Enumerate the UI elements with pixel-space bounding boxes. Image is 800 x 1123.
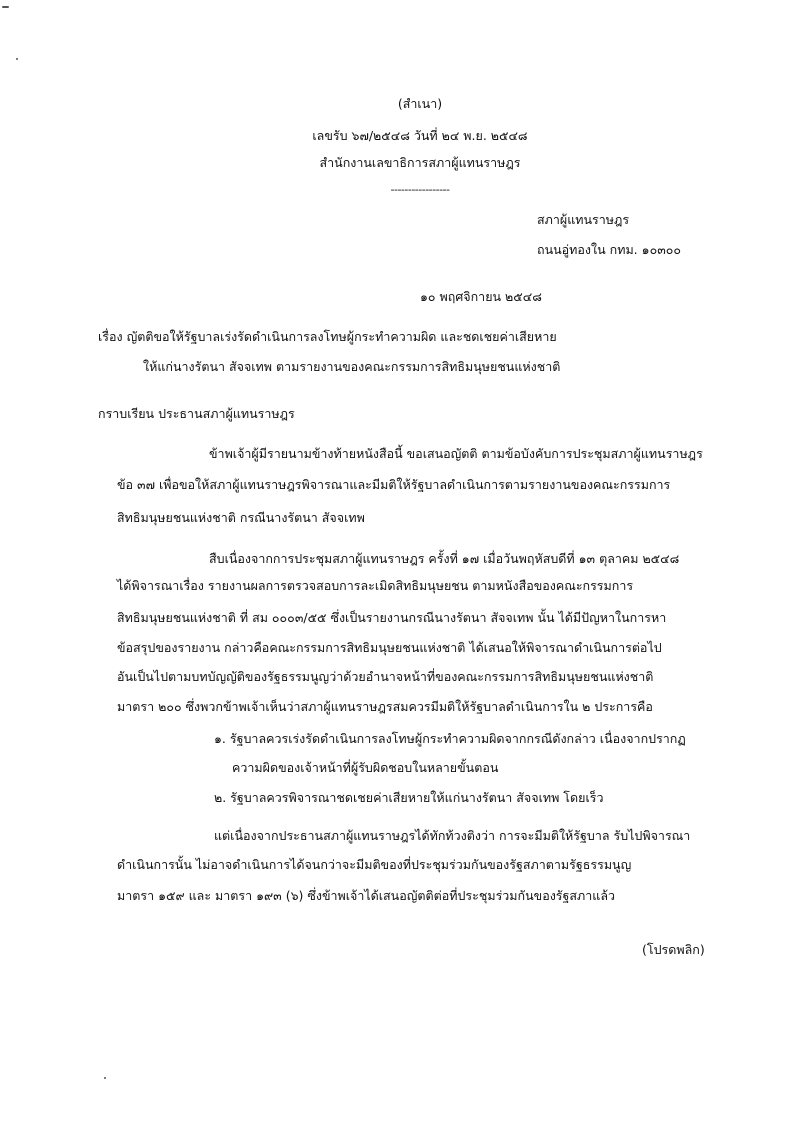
paragraph-2-line-1: สืบเนื่องจากการประชุมสภาผู้แทนราษฎร ครั้งที่ ๑๗ เมื่อวันพฤหัสบดีที่ ๑๓ ตุลาคม ๒๕๔๘ (209, 551, 680, 566)
salutation: กราบเรียน ประธานสภาผู้แทนราษฎร (98, 406, 295, 421)
paragraph-2-line-2: ได้พิจารณาเรื่อง รายงานผลการตรวจสอบการละเมิดสิทธิมนุษยชน ตามหนังสือของคณะกรรมการ (117, 578, 634, 593)
list-item-1-line-2: ความผิดของเจ้าหน้าที่ผู้รับผิดชอบในหลายขั้นตอน (232, 760, 499, 775)
sender-org: สภาผู้แทนราษฎร (537, 212, 630, 227)
paragraph-1-line-1: ข้าพเจ้าผู้มีรายนามข้างท้ายหนังสือนี้ ขอเสนอญัตติ ตามข้อบังคับการประชุมสภาผู้แทนราษฎร (209, 446, 703, 461)
paragraph-1-line-3: สิทธิมนุษยชนแห่งชาติ กรณีนางรัตนา สัจจเทพ (117, 510, 365, 525)
paragraph-3-line-2: ดำเนินการนั้น ไม่อาจดำเนินการได้จนกว่าจะมีมติของที่ประชุมร่วมกันของรัฐสภาตามรัฐธรรมนูญ (117, 857, 632, 872)
receiving-office: สำนักงานเลขาธิการสภาผู้แทนราษฎร (319, 155, 521, 170)
copy-label: (สำเนา) (397, 96, 443, 111)
paragraph-2-line-5: อันเป็นไปตามบทบัญญัติของรัฐธรรมนูญว่าด้วยอำนาจหน้าที่ของคณะกรรมการสิทธิมนุษยชนแห่งชาติ (117, 669, 654, 684)
scan-speck (2, 6, 9, 8)
paragraph-1-line-2: ข้อ ๓๗ เพื่อขอให้สภาผู้แทนราษฎรพิจารณาและมีมติให้รัฐบาลดำเนินการตามรายงานของคณะกรรมการ (117, 477, 671, 492)
sender-address: ถนนอู่ทองใน กทม. ๑๐๓๐๐ (537, 242, 682, 257)
document-date: ๑๐ พฤศจิกายน ๒๕๔๘ (420, 289, 542, 304)
scan-speck (16, 58, 18, 60)
paragraph-3-line-3: มาตรา ๑๕๙ และ มาตรา ๑๙๓ (๖) ซึ่งข้าพเจ้าได้เสนอญัตติต่อที่ประชุมร่วมกันของรัฐสภาแล้ว (117, 888, 616, 903)
paragraph-3-line-1: แต่เนื่องจากประธานสภาผู้แทนราษฎรได้ทักท้วงติงว่า การจะมีมติให้รัฐบาล รับไปพิจารณา (214, 828, 691, 843)
list-item-1-line-1: ๑. รัฐบาลควรเร่งรัดดำเนินการลงโทษผู้กระทำความผิดจากกรณีดังกล่าว เนื่องจากปรากฏ (214, 731, 686, 746)
subject-line-2: ให้แก่นางรัตนา สัจจเทพ ตามรายงานของคณะกรรมการสิทธิมนุษยชนแห่งชาติ (143, 359, 561, 374)
continued-note: (โปรดพลิก) (642, 942, 705, 957)
scan-speck (104, 1077, 106, 1079)
subject-line-1: เรื่อง ญัตติขอให้รัฐบาลเร่งรัดดำเนินการลงโทษผู้กระทำความผิด และชดเชยค่าเสียหาย (98, 329, 557, 344)
header-separator: ----------------- (390, 183, 450, 196)
paragraph-2-line-4: ข้อสรุปของรายงาน กล่าวคือคณะกรรมการสิทธิมนุษยชนแห่งชาติ ได้เสนอให้พิจารณาดำเนินการต่อไป (117, 640, 662, 655)
paragraph-2-line-3: สิทธิมนุษยชนแห่งชาติ ที่ สม ๐๐๐๓/๕๕ ซึ่งเป็นรายงานกรณีนางรัตนา สัจจเทพ นั้น ได้มีปัญหาในการหา (117, 610, 667, 625)
paragraph-2-line-6: มาตรา ๒๐๐ ซึ่งพวกข้าพเจ้าเห็นว่าสภาผู้แทนราษฎรสมควรมีมติให้รัฐบาลดำเนินการใน ๒ ประการคือ (117, 699, 653, 714)
list-item-2: ๒. รัฐบาลควรพิจารณาชดเชยค่าเสียหายให้แก่นางรัตนา สัจจเทพ โดยเร็ว (214, 790, 604, 805)
receipt-number-line: เลขรับ ๖๗/๒๕๔๘ วันที่ ๒๔ พ.ย. ๒๕๔๘ (312, 128, 528, 143)
